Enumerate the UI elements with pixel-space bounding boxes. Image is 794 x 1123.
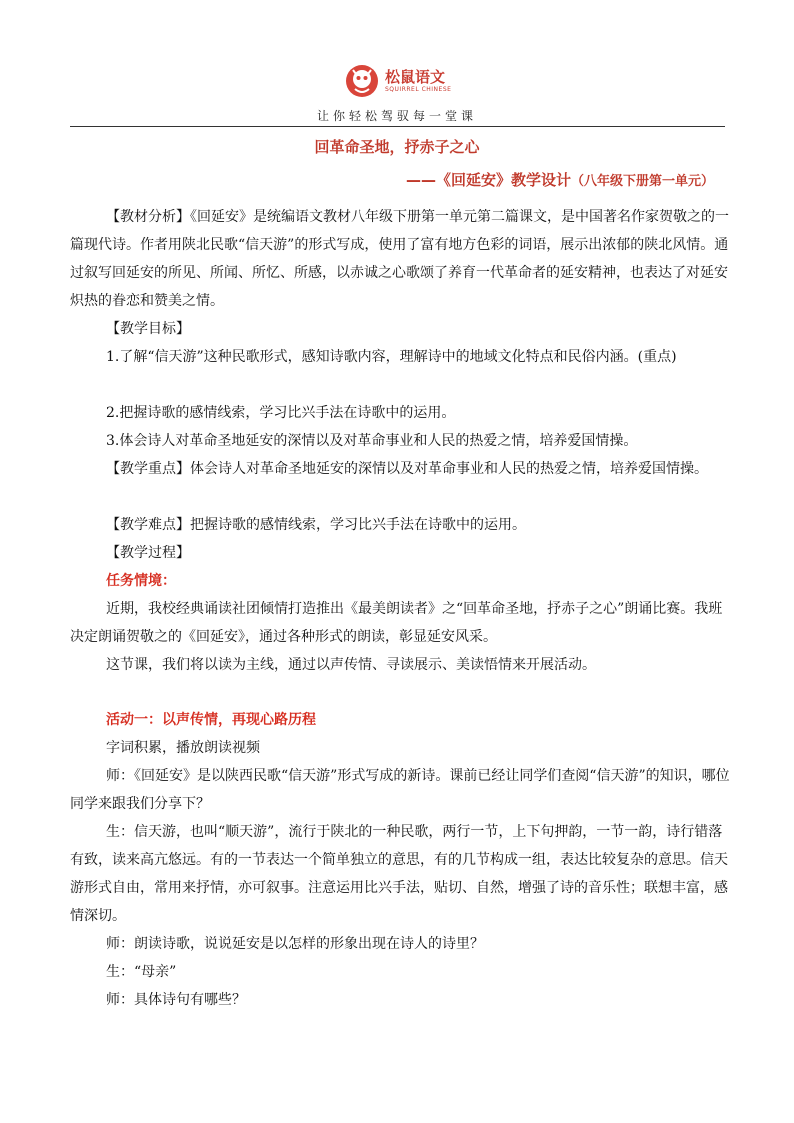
squirrel-logo-icon <box>345 64 379 98</box>
header-divider <box>70 126 725 127</box>
activity-1-heading: 活动一：以声传情，再现心路历程 <box>106 712 316 728</box>
activity-1-line-3: 生：信天游，也叫“顺天游”，流行于陕北的一种民歌，两行一节，上下句押韵，一节一韵，诗行错落有致，读来高亢悠远。有的一节表达一个简单独立的意思，有的几节构成一组，表达比较复杂的意思。信天游形式自由，常用来抒情，亦可叙事。注意运用比兴手法，贴切、自然，增强了诗的音乐性；联想丰富，感情深切。 <box>70 824 728 924</box>
header-slogan: 让你轻松驾驭每一堂课 <box>316 109 477 123</box>
document-title: 回革命圣地，抒赤子之心 <box>314 138 480 156</box>
activity-1-line-5: 生：“母亲” <box>106 964 177 980</box>
task-paragraph-1: 近期，我校经典诵读社团倾情打造推出《最美朗读者》之“回革命圣地，抒赤子之心”朗诵比赛。我班决定朗诵贺敬之的《回延安》，通过各种形式的朗读，彰显延安风采。 <box>70 601 723 645</box>
teaching-goals-heading: 【教学目标】 <box>106 321 190 337</box>
activity-1-line-1: 字词积累，播放朗读视频 <box>106 740 260 756</box>
goal-1: 1.了解“信天游”这种民歌形式，感知诗歌内容，理解诗中的地域文化特点和民俗内涵。(重点) <box>106 349 677 365</box>
activity-1-line-6: 师：具体诗句有哪些？ <box>106 992 246 1008</box>
goal-3: 3.体会诗人对革命圣地延安的深情以及对革命事业和人民的热爱之情，培养爱国情操。 <box>106 433 638 449</box>
subtitle-note: （八年级下册第一单元） <box>570 174 714 189</box>
activity-1-line-2: 师：《回延安》是以陕西民歌“信天游”形式写成的新诗。课前已经让同学们查阅“信天游”的知识，哪位同学来跟我们分享下？ <box>70 768 730 812</box>
task-paragraph-2: 这节课，我们将以读为主线，通过以声传情、寻读展示、美读悟情来开展活动。 <box>106 657 596 673</box>
teaching-difficulty-paragraph: 【教学难点】把握诗歌的感情线索，学习比兴手法在诗歌中的运用。 <box>106 517 526 533</box>
textbook-analysis-paragraph: 【教材分析】《回延安》是统编语文教材八年级下册第一单元第二篇课文，是中国著名作家贺敬之的一篇现代诗。作者用陕北民歌“信天游”的形式写成，使用了富有地方色彩的词语，展示出浓郁的陕北风情。通过叙写回延安的所见、所闻、所忆、所感，以赤诚之心歌颂了养育一代革命者的延安精神，也表达了对延安炽热的眷恋和赞美之情。 <box>70 209 729 309</box>
brand-logo <box>345 64 451 98</box>
goal-2: 2.把握诗歌的感情线索，学习比兴手法在诗歌中的运用。 <box>106 405 456 421</box>
teaching-key-paragraph: 【教学重点】体会诗人对革命圣地延安的深情以及对革命事业和人民的热爱之情，培养爱国情操。 <box>106 461 708 477</box>
brand-name-en: SQUIRREL CHINESE <box>385 85 452 93</box>
document-subtitle <box>406 169 714 190</box>
task-context-heading: 任务情境： <box>106 573 176 589</box>
brand-name: 松鼠语文 <box>385 67 446 86</box>
subtitle-main: ——《回延安》教学设计 <box>405 171 571 189</box>
activity-1-line-4: 师：朗读诗歌，说说延安是以怎样的形象出现在诗人的诗里？ <box>106 936 484 952</box>
teaching-process-heading: 【教学过程】 <box>106 545 190 561</box>
